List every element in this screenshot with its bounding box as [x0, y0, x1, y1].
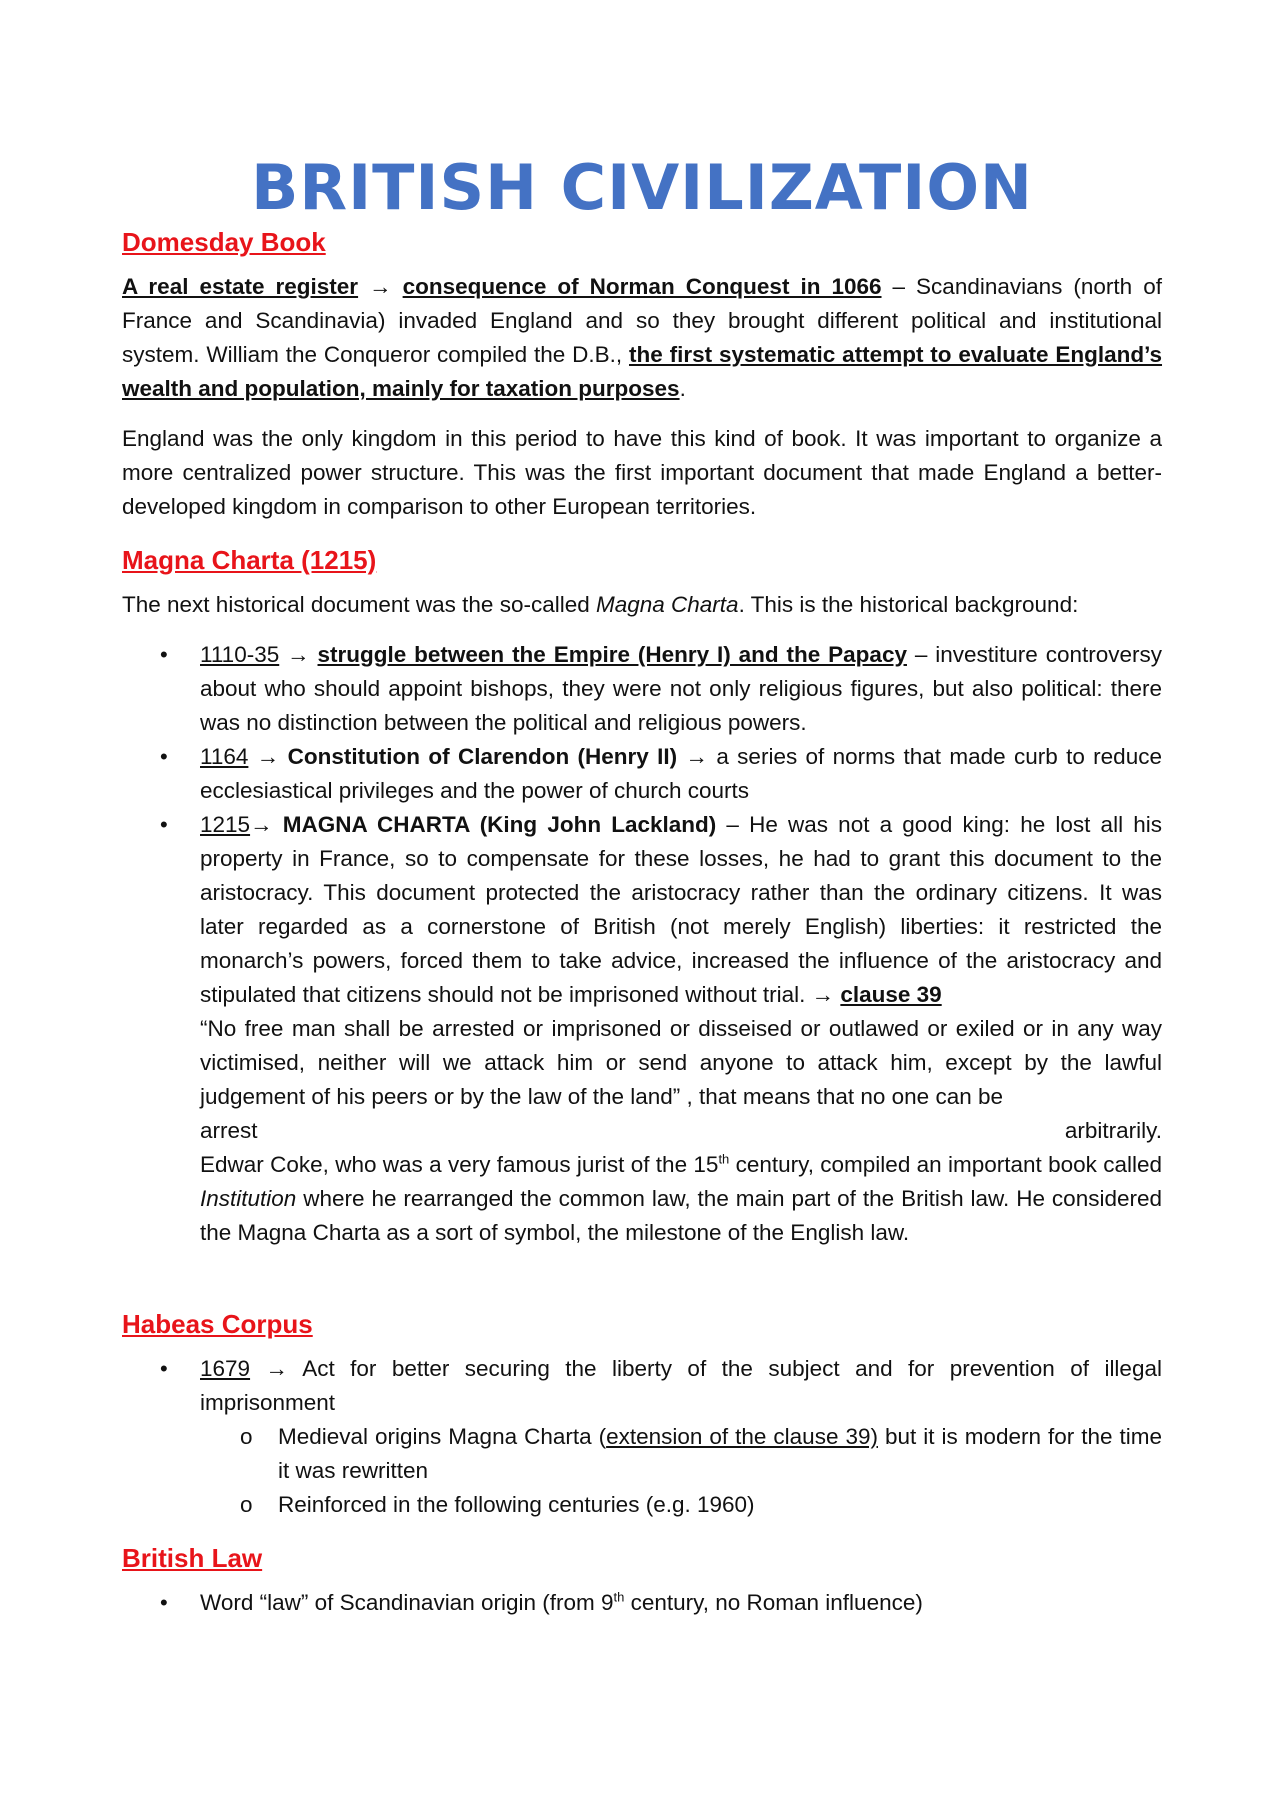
date-1110-35: 1110-35	[200, 642, 280, 667]
word-arbitrarily: arbitrarily.	[1064, 1118, 1162, 1143]
paragraph-domesday-1	[122, 270, 1162, 406]
sublist-item-reinforced: o Reinforced in the following centuries (e.g. 1960)	[200, 1488, 1162, 1522]
coke-text: Edwar Coke, who was a very famous jurist of the 15	[200, 1152, 719, 1177]
arrow-right-icon: →	[287, 642, 310, 667]
superscript-th: th	[613, 1589, 625, 1605]
heading-habeas-corpus: Habeas Corpus	[122, 1309, 313, 1339]
coke-text: where he rearranged the common law, the main part of the British law. He considered the Magna Charta as a sort of symbol, the milestone of the English law.	[200, 1186, 1162, 1245]
heading-british-law: British Law	[122, 1543, 263, 1573]
list-item-text: a series of norms that made curb to reduce ecclesiastical privileges and the power of church courts	[200, 744, 1162, 803]
paragraph-domesday-2: England was the only kingdom in this period to have this kind of book. It was important to organize a more centralized power structure. This was the first important document that made England a better-developed kingdom in comparison to other European territories.	[122, 426, 1162, 519]
list-item-text: but it is modern for the time it was rewritten	[278, 1424, 1162, 1483]
list-item-text: Medieval origins Magna Charta (	[278, 1424, 607, 1449]
bold-constitution-clarendon: Constitution of Clarendon (Henry II)	[287, 744, 678, 769]
magna-background-list	[122, 638, 1162, 1250]
list-item-law-origin	[122, 1586, 1162, 1620]
date-1215: 1215	[200, 812, 251, 837]
habeas-sublist	[200, 1420, 1162, 1522]
law-list	[122, 1586, 1162, 1620]
word-arrest: arrest	[200, 1118, 258, 1143]
date-1679: 1679	[200, 1356, 251, 1381]
list-item-text: Word “law” of Scandinavian origin (from 9	[200, 1590, 614, 1615]
document-page	[122, 148, 1162, 1636]
heading-domesday-book: Domesday Book	[122, 227, 326, 257]
list-item-text: – He was not a good king: he lost all his property in France, so to compensate for these losses, he had to grant this document to the aristocracy. This document protected the aristocracy rather than the ordinary citizens. It was later regarded as a cornerstone of British (not merely English) liberties: it restricted the monarch’s powers, forced them to take advice, increased the influence of the aristocracy and stipulated that citizens should not be imprisoned without trial.	[200, 812, 1162, 1007]
paragraph-magna-intro	[122, 588, 1162, 622]
date-1164: 1164	[200, 744, 249, 769]
arrow-right-icon: →	[369, 274, 392, 299]
arrow-right-icon: →	[250, 812, 273, 837]
spacer	[122, 1266, 1162, 1304]
list-item-1164	[122, 740, 1162, 808]
list-item-text: – investiture controversy about who should appoint bishops, they were not only religious figures, but also political: there was no distinction between the political and religious powers.	[200, 642, 1162, 735]
italic-magna-charta: Magna Charta	[595, 592, 739, 617]
justified-line	[200, 1114, 1162, 1148]
list-item-text: century, no Roman influence)	[624, 1590, 923, 1615]
bold-magna-charta: MAGNA CHARTA (King John Lackland)	[282, 812, 717, 837]
emphasis-first-systematic-attempt: the first systematic attempt to evaluate England’s wealth and population, mainly for taxation purposes	[122, 342, 1163, 401]
document-title: BRITISH CIVILIZATION	[251, 151, 1033, 224]
arrow-right-icon: →	[265, 1356, 288, 1381]
arrow-right-icon: →	[256, 744, 280, 769]
paragraph-text: The next historical document was the so-called	[122, 592, 596, 617]
heading-magna-charta: Magna Charta (1215)	[122, 545, 377, 575]
list-item-text: Act for better securing the liberty of the subject and for prevention of illegal imprisonment	[200, 1356, 1162, 1415]
habeas-list	[122, 1352, 1162, 1522]
arrow-right-icon: →	[811, 982, 835, 1007]
emphasis-real-estate-register: A real estate register	[122, 274, 359, 299]
list-item-1110	[122, 638, 1162, 740]
arrow-right-icon: →	[685, 744, 708, 769]
coke-text: century, compiled an important book called	[729, 1152, 1163, 1177]
sublist-item-medieval-origins	[200, 1420, 1162, 1488]
underlined-extension-clause: extension of the clause 39)	[606, 1424, 878, 1449]
emphasis-norman-conquest: consequence of Norman Conquest in 1066	[402, 274, 882, 299]
quote-clause-39: “No free man shall be arrested or imprisoned or disseised or outlawed or exiled or in any way victimised, neither will we attack him or send anyone to attack him, except by the lawful judgement of his peers or by the law of the land” , that means that no one can be	[200, 1016, 1162, 1109]
paragraph-text: – Scandinavians (north of France and Scandinavia) invaded England and so they brought different political and institutional system. William the Conqueror compiled the D.B.,	[122, 274, 1162, 367]
emphasis-struggle: struggle between the Empire (Henry I) and the Papacy	[317, 642, 907, 667]
superscript-th: th	[718, 1151, 730, 1167]
paragraph-text: . This is the historical background:	[738, 592, 1079, 617]
italic-institution: Institution	[200, 1186, 297, 1211]
list-item-1679	[122, 1352, 1162, 1522]
emphasis-clause-39: clause 39	[840, 982, 942, 1007]
list-item-1215	[122, 808, 1162, 1250]
paragraph-text: .	[679, 376, 686, 401]
